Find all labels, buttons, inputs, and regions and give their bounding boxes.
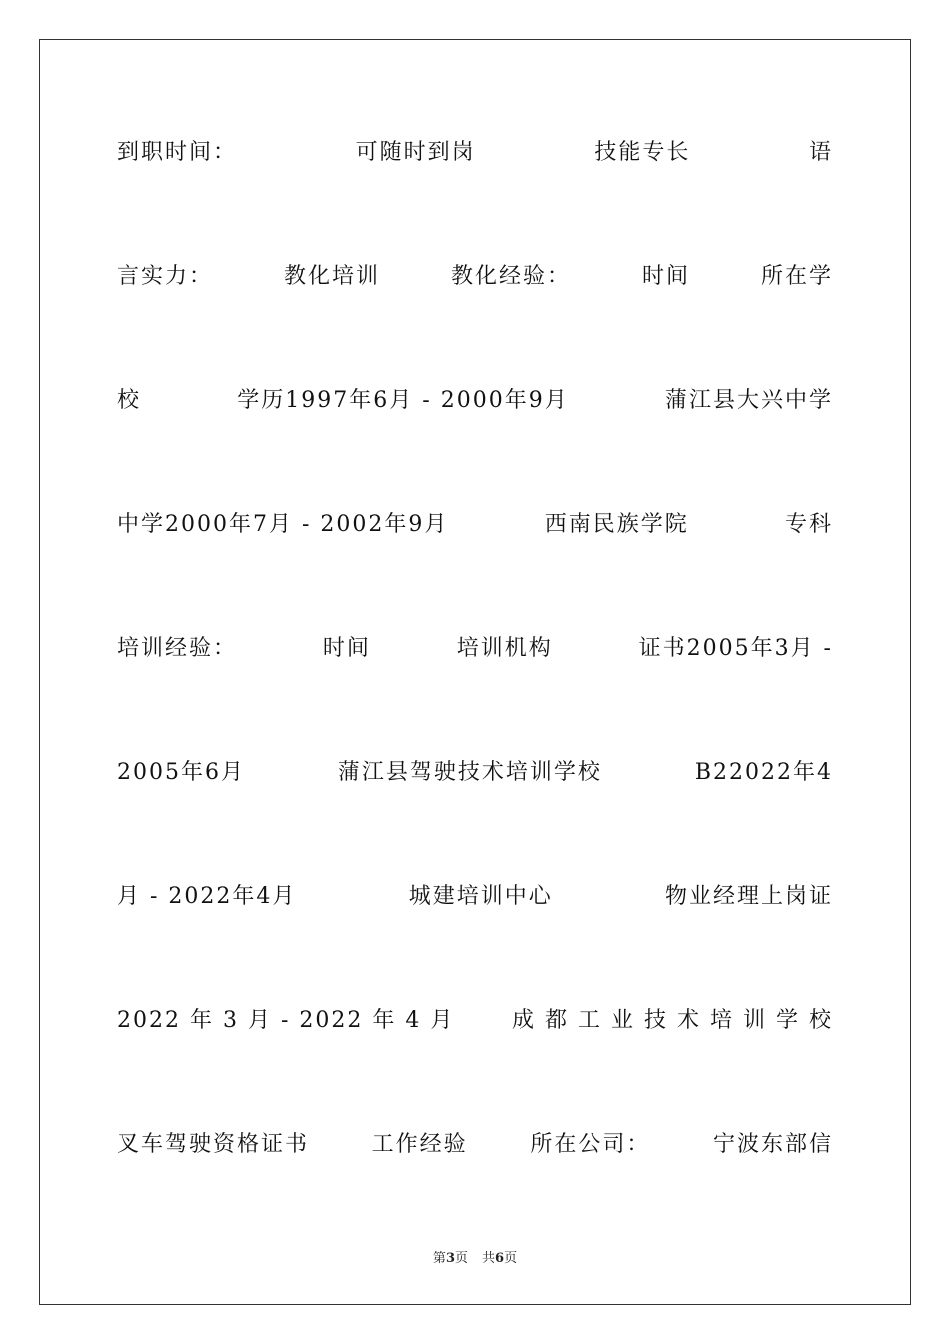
line-segment: 2005年6月	[117, 759, 245, 785]
line-segment: 所在学	[760, 263, 833, 289]
line-segment: 学历1997年6月 - 2000年9月	[237, 387, 569, 413]
line-segment: 成 都 工 业 技 术 培 训 学 校	[512, 1007, 833, 1033]
page-suffix: 页	[454, 1251, 468, 1266]
line-segment: 叉车驾驶资格证书	[117, 1131, 310, 1157]
line-segment: 言实力：	[117, 263, 214, 289]
text-line-4	[117, 506, 833, 538]
line-segment: 物业经理上岗证	[664, 883, 833, 909]
page-footer	[0, 1247, 950, 1266]
total-suffix: 页	[504, 1251, 518, 1266]
line-segment: 城建培训中心	[408, 883, 553, 909]
page-current: 3	[445, 1251, 455, 1266]
page-total: 6	[495, 1251, 505, 1266]
line-segment: 月 - 2022年4月	[117, 883, 297, 909]
line-segment: 培训机构	[456, 635, 553, 661]
text-line-2	[117, 258, 833, 290]
line-segment: 专科	[784, 511, 833, 537]
line-segment: B22022年4	[694, 759, 833, 785]
line-segment: 工作经验	[371, 1131, 468, 1157]
line-segment: 培训经验：	[117, 635, 238, 661]
line-segment: 可随时到岗	[355, 139, 476, 165]
line-segment: 宁波东部信	[712, 1131, 833, 1157]
line-segment: 西南民族学院	[544, 511, 689, 537]
line-segment: 技能专长	[594, 139, 691, 165]
text-line-5	[117, 630, 833, 662]
text-line-3	[117, 382, 833, 414]
line-segment: 校	[117, 387, 142, 413]
line-segment: 2022 年 3 月 - 2022 年 4 月	[117, 1007, 455, 1033]
text-line-1	[117, 134, 833, 166]
total-prefix: 共	[482, 1251, 496, 1266]
line-segment: 蒲江县驾驶技术培训学校	[337, 759, 602, 785]
line-segment: 教化培训	[283, 263, 380, 289]
line-segment: 蒲江县大兴中学	[664, 387, 833, 413]
text-line-7	[117, 878, 833, 910]
line-segment: 时间	[322, 635, 371, 661]
line-segment: 证书2005年3月 -	[638, 635, 833, 661]
line-segment: 教化经验：	[450, 263, 571, 289]
text-line-8	[117, 1002, 833, 1034]
page-frame	[39, 39, 911, 1305]
line-segment: 语	[808, 139, 833, 165]
text-line-6	[117, 754, 833, 786]
line-segment: 中学2000年7月 - 2002年9月	[117, 511, 449, 537]
line-segment: 到职时间：	[117, 139, 238, 165]
line-segment: 所在公司：	[530, 1131, 651, 1157]
text-line-9	[117, 1126, 833, 1158]
page-prefix: 第	[432, 1251, 446, 1266]
line-segment: 时间	[641, 263, 690, 289]
